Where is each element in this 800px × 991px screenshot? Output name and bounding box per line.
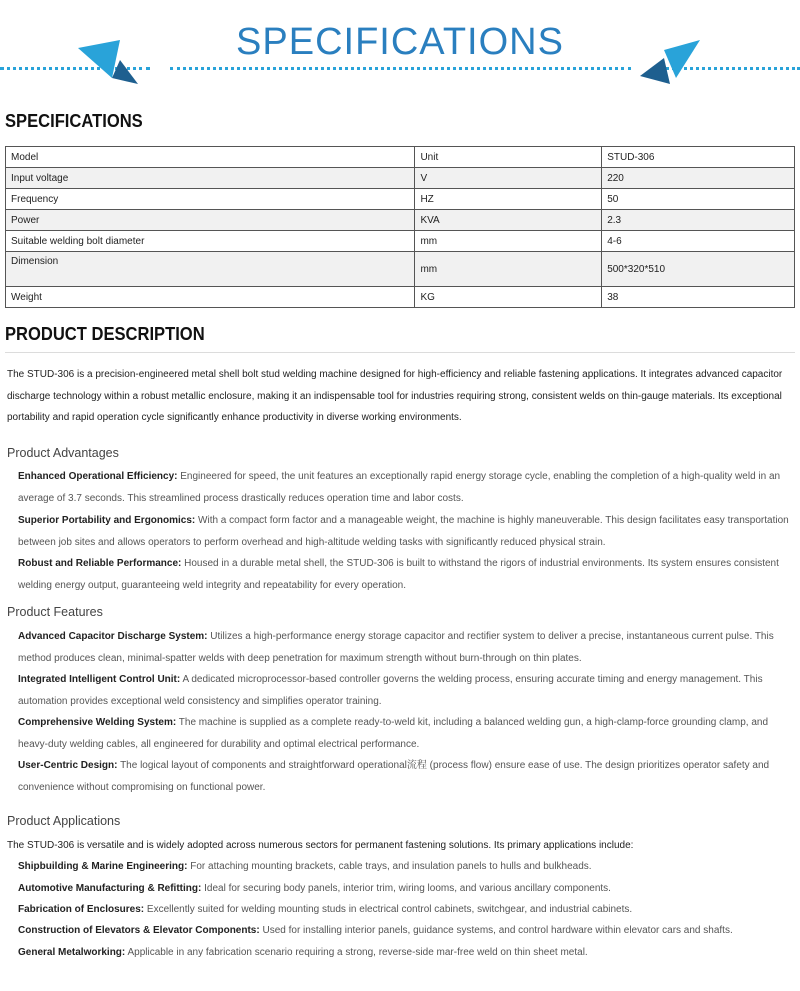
spec-name: Power	[6, 210, 415, 231]
spec-value: 50	[602, 189, 795, 210]
advantage-title: Enhanced Operational Efficiency:	[18, 471, 178, 482]
specifications-banner	[0, 0, 800, 95]
feature-text: The machine is supplied as a complete ready-to-weld kit, including a balanced welding gun, a high-clamp-force grounding clamp, and heavy-duty welding cables, all engineered for durability and optimal electrical performance.	[18, 717, 769, 750]
product-description-heading: PRODUCT DESCRIPTION	[5, 324, 205, 344]
feature-title: Integrated Intelligent Control Unit:	[18, 674, 181, 685]
spec-name: Weight	[6, 287, 415, 308]
advantage-item	[18, 553, 794, 596]
application-item	[18, 899, 794, 921]
application-text: For attaching mounting brackets, cable trays, and insulation panels to hulls and bulkheads.	[187, 861, 592, 872]
advantages-heading: Product Advantages	[7, 446, 119, 460]
spec-value: 220	[602, 168, 795, 189]
spec-unit: KG	[415, 287, 602, 308]
advantage-title: Superior Portability and Ergonomics:	[18, 515, 196, 526]
spec-unit: mm	[415, 252, 602, 287]
feature-text: The logical layout of components and straightforward operational流程 (process flow) ensure ease of use. The design prioritizes operator safety and convenience without compromising on functional power.	[18, 760, 770, 793]
description-paragraph: The STUD-306 is a precision-engineered metal shell bolt stud welding machine designed for high-efficiency and reliable fastening applications. It integrates advanced capacitor discharge technology within a robust metallic enclosure, making it an indispensable tool for industries requiring strong, consistent welds on thin-gauge materials. Its exceptional portability and rapid operation cycle significantly enhance productivity in diverse working environments.	[7, 369, 783, 423]
applications-heading: Product Applications	[7, 814, 121, 828]
application-title: Fabrication of Enclosures:	[18, 904, 145, 915]
application-title: General Metalworking:	[18, 947, 126, 958]
application-title: Construction of Elevators & Elevator Components:	[18, 925, 260, 936]
spec-name: Input voltage	[6, 168, 415, 189]
feature-item	[18, 626, 794, 669]
spec-row-input-voltage	[6, 168, 795, 189]
spec-value: STUD-306	[602, 147, 795, 168]
features-heading: Product Features	[7, 605, 103, 619]
feature-item	[18, 712, 794, 755]
spec-value: 4-6	[602, 231, 795, 252]
spec-name: Model	[6, 147, 415, 168]
application-text: Used for installing interior panels, guidance systems, and control hardware within elevator cars and shafts.	[259, 925, 733, 936]
feature-text: Utilizes a high-performance energy storage capacitor and rectifier system to deliver a precise, instantaneous current pulse. This method produces clean, minimal-spatter welds with deep penetration for maximum strength without burn-through on thin plates.	[18, 631, 774, 664]
banner-dotted-line-center	[170, 67, 631, 70]
spec-unit: KVA	[415, 210, 602, 231]
application-text: Excellently suited for welding mounting studs in electrical control cabinets, switchgear, and industrial cabinets.	[144, 904, 633, 915]
spec-name: Frequency	[6, 189, 415, 210]
application-text: Applicable in any fabrication scenario requiring a strong, reverse-side mar-free weld on thin sheet metal.	[125, 947, 588, 958]
spec-unit: HZ	[415, 189, 602, 210]
spec-name: Suitable welding bolt diameter	[6, 231, 415, 252]
feature-title: Advanced Capacitor Discharge System:	[18, 631, 208, 642]
spec-row-power	[6, 210, 795, 231]
application-text: Ideal for securing body panels, interior trim, wiring looms, and various ancillary components.	[201, 883, 611, 894]
spec-value: 38	[602, 287, 795, 308]
spec-name: Dimension	[6, 252, 415, 287]
spec-row-model	[6, 147, 795, 168]
spec-value: 500*320*510	[602, 252, 795, 287]
spec-unit: Unit	[415, 147, 602, 168]
advantage-text: Housed in a durable metal shell, the STUD-306 is built to withstand the rigors of industrial environments. Its system ensures consistent welding energy output, guaranteeing weld integrity and repeatability for every operation.	[18, 558, 779, 591]
feature-item	[18, 755, 794, 798]
feature-item	[18, 669, 794, 712]
specifications-heading: SPECIFICATIONS	[5, 111, 143, 131]
advantage-text: Engineered for speed, the unit features an exceptionally rapid energy storage cycle, enabling the completion of a high-quality weld in an average of 3.7 seconds. This streamlined process drastically reduces operation time and labor costs.	[18, 471, 781, 504]
feature-title: Comprehensive Welding System:	[18, 717, 177, 728]
application-title: Automotive Manufacturing & Refitting:	[18, 883, 202, 894]
spec-row-weight	[6, 287, 795, 308]
application-item	[18, 856, 794, 878]
spec-row-bolt-diameter	[6, 231, 795, 252]
feature-text: A dedicated microprocessor-based controller governs the welding process, ensuring accurate timing and energy management. This automation provides exceptional weld consistency and simplifies operator training.	[18, 674, 763, 707]
application-title: Shipbuilding & Marine Engineering:	[18, 861, 188, 872]
application-item	[18, 920, 794, 942]
advantage-item	[18, 510, 794, 553]
advantage-item	[18, 466, 794, 509]
specifications-table	[5, 146, 795, 308]
application-item	[18, 878, 794, 900]
spec-unit: mm	[415, 231, 602, 252]
section-divider	[5, 352, 795, 353]
banner-title: SPECIFICATIONS	[236, 21, 564, 63]
spec-unit: V	[415, 168, 602, 189]
advantage-title: Robust and Reliable Performance:	[18, 558, 182, 569]
spec-value: 2.3	[602, 210, 795, 231]
application-item	[18, 942, 794, 964]
advantage-text: With a compact form factor and a manageable weight, the machine is highly maneuverable. This design facilitates easy transportation between job sites and allows operators to perform overhead and high-altitude welding tasks with significantly reduced physical strain.	[18, 515, 789, 548]
feature-title: User-Centric Design:	[18, 760, 118, 771]
spec-row-frequency	[6, 189, 795, 210]
spec-row-dimension	[6, 252, 795, 287]
applications-intro: The STUD-306 is versatile and is widely adopted across numerous sectors for permanent fastening solutions. Its primary applications include:	[7, 840, 634, 851]
